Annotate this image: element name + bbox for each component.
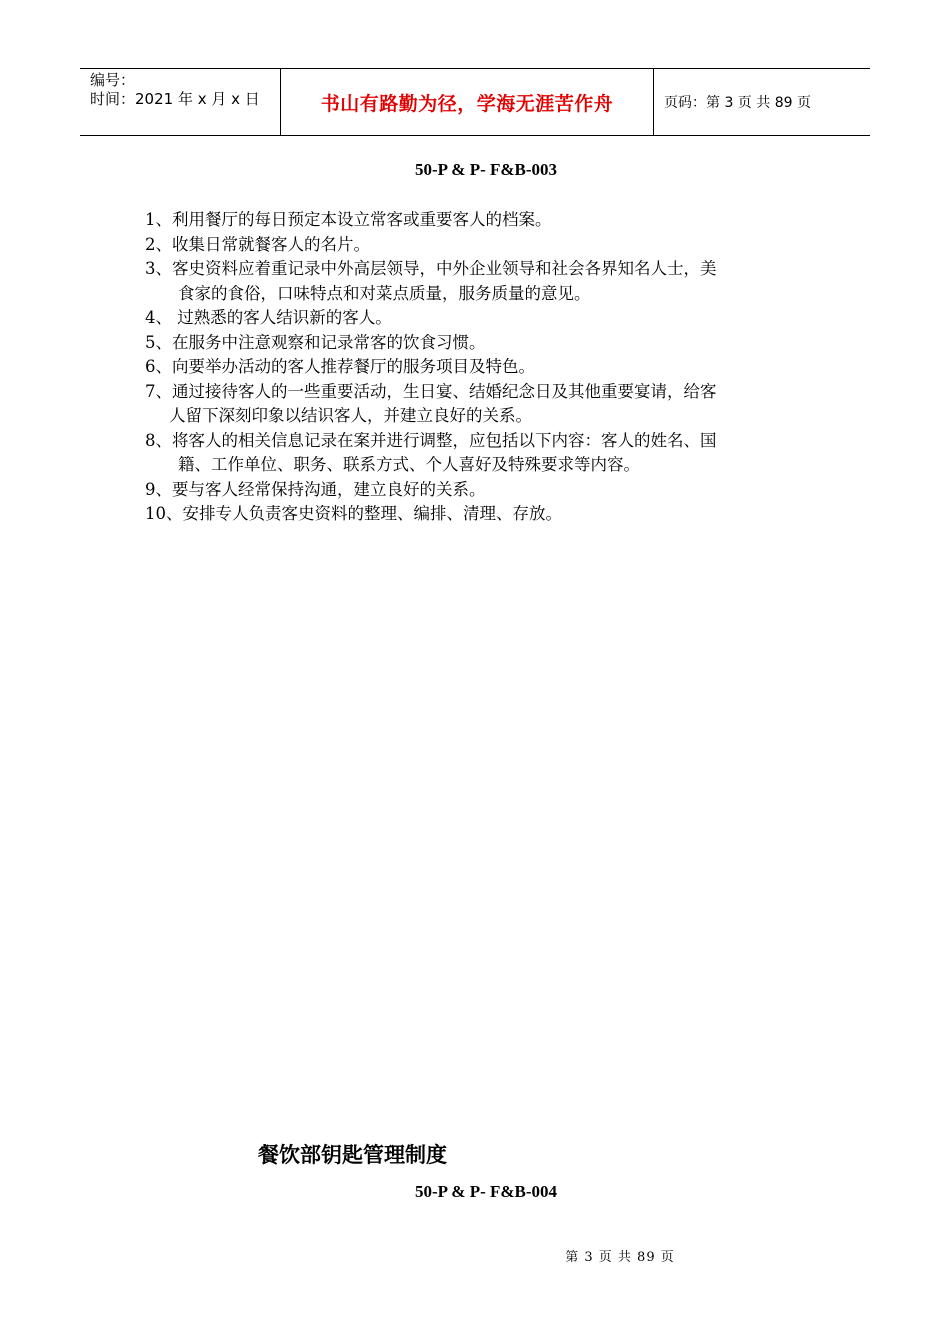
list-item-text: 8、将客人的相关信息记录在案并进行调整，应包括以下内容：客人的姓名、国 [145,430,717,450]
list-item [145,306,815,331]
header-page-cell [654,69,870,135]
list-item [145,478,815,503]
list-item-text: 1、利用餐厅的每日预定本设立常客或重要客人的档案。 [145,210,552,229]
list-item [145,257,815,306]
header-time-label: 时间：2021 年 x 月 x 日 [90,90,260,108]
list-item-continuation: 人留下深刻印象以结识客人，并建立良好的关系。 [169,406,532,425]
header-meta-cell [80,69,281,135]
list-item-text: 9、要与客人经常保持沟通，建立良好的关系。 [145,479,486,499]
list-item-text: 2、收集日常就餐客人的名片。 [145,234,370,254]
header-page-label: 页码：第 3 页 共 89 页 [664,95,811,111]
list-item-text: 4、 过熟悉的客人结识新的客人。 [145,308,392,327]
list-item-text: 6、向要举办活动的客人推荐餐厅的服务项目及特色。 [145,357,535,376]
list-item-text: 7、通过接待客人的一些重要活动，生日宴、结婚纪念日及其他重要宴请，给客 [145,381,717,401]
document-code-bottom: 50-P & P- F&B-004 [414,1182,558,1201]
header-number-label: 编号： [90,71,136,89]
list-item-continuation: 食家的食俗，口味特点和对菜点质量，服务质量的意见。 [178,283,591,303]
list-item-text: 3、客史资料应着重记录中外高层领导，中外企业领导和社会各界知名人士，美 [145,259,717,278]
list-item-continuation: 籍、工作单位、职务、联系方式、个人喜好及特殊要求等内容。 [178,455,640,474]
list-item [145,380,815,429]
section-title: 餐饮部钥匙管理制度 [258,1143,447,1167]
header-motto: 书山有路勤为径，学海无涯苦作舟 [320,92,614,115]
document-code-top: 50-P & P- F&B-003 [414,160,558,179]
page-footer: 第 3 页 共 89 页 [565,1250,675,1265]
list-item [145,233,815,258]
list-item-text: 5、在服务中注意观察和记录常客的饮食习惯。 [145,332,486,352]
page-header [80,68,870,136]
list-item [145,208,815,233]
header-motto-cell [281,69,654,135]
list-item [145,355,815,380]
list-item [145,502,815,527]
procedure-list [145,208,815,527]
list-item [145,429,815,478]
list-item [145,331,815,356]
list-item-text: 10、安排专人负责客史资料的整理、编排、清理、存放。 [145,504,562,523]
